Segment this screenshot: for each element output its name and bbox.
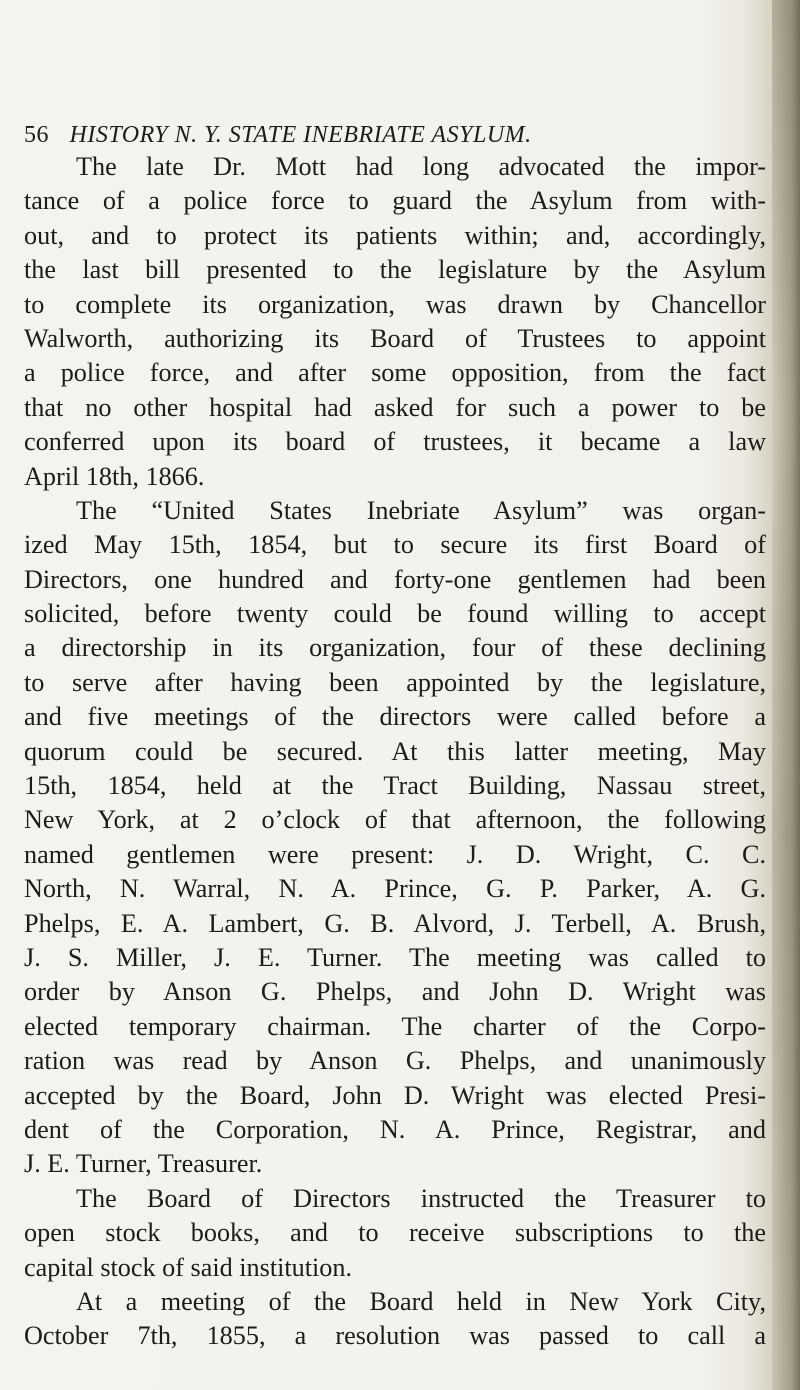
running-title: HISTORY N. Y. STATE INEBRIATE ASYLUM. — [69, 122, 532, 148]
text-line: The “United States Inebriate Asylum” was organ- — [76, 495, 766, 525]
text-line: tance of a police force to guard the Asylum from with- — [24, 186, 766, 216]
text-line: and five meetings of the directors were called before a — [24, 702, 766, 732]
text-line: accepted by the Board, John D. Wright was elected Presi- — [24, 1080, 766, 1110]
text-line: 15th, 1854, held at the Tract Building, Nassau street, — [24, 771, 766, 801]
body-text — [24, 150, 766, 1354]
text-line: named gentlemen were present: J. D. Wright, C. C. — [24, 839, 766, 869]
text-line: J. S. Miller, J. E. Turner. The meeting was called to — [24, 942, 766, 972]
text-line: The Board of Directors instructed the Treasurer to — [76, 1183, 766, 1213]
text-line: to complete its organization, was drawn by Chancellor — [24, 289, 766, 319]
text-line: out, and to protect its patients within; and, accordingly, — [24, 220, 766, 250]
text-line: a directorship in its organization, four of these declining — [24, 633, 766, 663]
text-line: At a meeting of the Board held in New York City, — [76, 1286, 766, 1316]
text-line: dent of the Corporation, N. A. Prince, Registrar, and — [24, 1114, 766, 1144]
book-edge-shadow — [772, 0, 800, 1390]
text-line: Phelps, E. A. Lambert, G. B. Alvord, J. Terbell, A. Brush, — [24, 908, 766, 938]
text-line: conferred upon its board of trustees, it became a law — [24, 427, 766, 457]
text-line: April 18th, 1866. — [24, 461, 205, 491]
page-number: 56 — [24, 122, 49, 148]
text-line: quorum could be secured. At this latter meeting, May — [24, 736, 766, 766]
text-line: open stock books, and to receive subscriptions to the — [24, 1218, 766, 1248]
text-line: ration was read by Anson G. Phelps, and unanimously — [24, 1046, 766, 1076]
text-line: Directors, one hundred and forty-one gentlemen had been — [24, 564, 766, 594]
text-line: J. E. Turner, Treasurer. — [24, 1149, 263, 1179]
text-line: solicited, before twenty could be found willing to accept — [24, 599, 766, 629]
text-line: North, N. Warral, N. A. Prince, G. P. Parker, A. G. — [24, 874, 766, 904]
text-line: capital stock of said institution. — [24, 1252, 353, 1282]
text-line: October 7th, 1855, a resolution was passed to call a — [24, 1321, 766, 1351]
text-line: order by Anson G. Phelps, and John D. Wright was — [24, 977, 766, 1007]
text-line: The late Dr. Mott had long advocated the impor- — [76, 152, 766, 181]
text-line: a police force, and after some opposition, from the fact — [24, 358, 766, 388]
text-line: Walworth, authorizing its Board of Trustees to appoint — [24, 323, 766, 353]
text-line: ized May 15th, 1854, but to secure its first Board of — [24, 530, 766, 560]
text-line: to serve after having been appointed by the legislature, — [24, 667, 766, 697]
text-line: the last bill presented to the legislature by the Asylum — [24, 255, 766, 285]
text-line: that no other hospital had asked for such a power to be — [24, 392, 766, 422]
text-line: New York, at 2 o’clock of that afternoon, the following — [24, 805, 766, 835]
text-line: elected temporary chairman. The charter of the Corpo- — [24, 1011, 766, 1041]
